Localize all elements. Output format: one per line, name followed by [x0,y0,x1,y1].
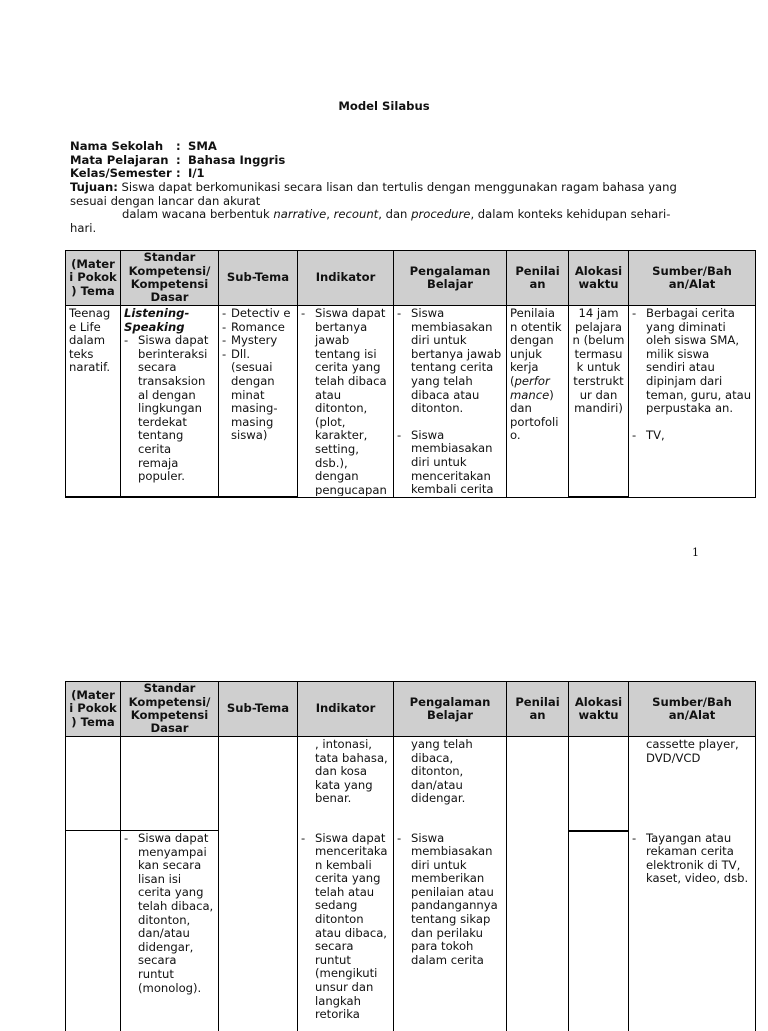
cell-subtema [219,831,298,1031]
header-sumber: Sumber/Bah an/Alat [629,682,756,737]
meta-value: Bahasa Inggris [188,153,286,167]
subtheme-item: Detectiv e [231,307,291,320]
subtheme-item: Mystery [231,333,278,348]
header-indikator: Indikator [298,682,394,737]
source-item: Berbagai cerita yang diminati oleh siswa SMA, milik siswa sendiri atau dipinjam dari teman, guru, atau perpustaka an. [646,307,752,416]
meta-label: Kelas/Semester [70,166,172,180]
header-standar: Standar Kompetensi/ Kompetensi Dasar [121,682,219,737]
header-sumber: Sumber/Bah an/Alat [629,251,756,306]
indicator-item: Siswa dapat menceritaka n kembali cerita yang telah atau sedang ditonton atau dibaca, secara runtut (mengikuti unsur dan langkah retorika [315,830,388,1022]
cell-indikator: - Siswa dapat bertanya jawab tentang isi cerita yang telah dibaca atau ditonton, (plot, karakter, setting, dsb.), dengan pengucapan [298,306,394,498]
cell-penilaian: Penilaia n otentik dengan unjuk kerja (perfor mance) dan portofoli o. [507,306,569,498]
cell-penilaian [507,831,569,1031]
cell-standar: Listening-Speaking - Siswa dapat berinteraksi secara transaksion al dengan lingkungan terdekat tentang cerita remaja populer. [121,306,219,498]
subtheme-item: Dll. (sesuai dengan minat masing-masing siswa) [231,346,278,443]
cell-sumber: - Berbagai cerita yang diminati oleh siswa SMA, milik siswa sendiri atau dipinjam dari teman, guru, atau perpustaka an. - TV, [629,306,756,498]
cell-alokasi [569,831,629,1031]
cell-materi: Teenag e Life dalam teks naratif. [66,306,121,498]
experience-item: Siswa membiasakan diri untuk menceritakan kembali cerita [411,427,494,496]
source-item: Tayangan atau rekaman cerita elektronik di TV, kaset, video, dsb. [646,830,749,886]
objective-line: dalam wacana berbentuk narrative, recount, dan procedure, dalam konteks kehidupan sehari- [122,207,671,222]
header-penilaian: Penilai an [507,682,569,737]
meta-separator: : [176,166,181,180]
source-continued: cassette player, DVD/VCD [646,737,739,765]
header-alokasi: Alokasi waktu [569,251,629,306]
cell-pengalaman [394,737,507,831]
competency-item: Siswa dapat berinteraksi secara transaksion al dengan lingkungan terdekat tentang cerita remaja populer. [138,333,209,484]
experience-item: Siswa membiasakan diri untuk memberikan penilaian atau pandangannya tentang sikap dan perilaku para tokoh dalam cerita [411,830,498,967]
cell-standar: - Siswa dapat menyampai kan secara lisan isi cerita yang telah dibaca, ditonton, dan/atau didengar, secara runtut (monolog). [121,831,219,1031]
cell-subtema [219,737,298,831]
experience-item: Siswa membiasakan diri untuk bertanya jawab tentang cerita yang telah dibaca atau ditonton. [411,307,502,416]
cell-subtema: - Detectiv e - Romance - Mystery - Dll. (sesuai dengan minat masing-masing siswa) [219,306,298,498]
meta-label: Nama Sekolah [70,139,164,153]
meta-label: Mata Pelajaran [70,153,169,167]
subtheme-item: Romance [231,319,285,334]
cell-alokasi [569,737,629,831]
objective-label: Tujuan: [70,180,118,194]
page-number: 1 [692,546,699,559]
header-standar: Standar Kompetensi/ Kompetensi Dasar [121,251,219,306]
objective-line: hari. [70,220,97,235]
cell-indikator: - Siswa dapat menceritaka n kembali cerita yang telah atau sedang ditonton atau dibaca, secara runtut (mengikuti unsur dan langkah retorika [298,831,394,1031]
meta-separator: : [176,153,181,167]
objective-line: Siswa dapat berkomunikasi secara lisan dan tertulis dengan menggunakan ragam bahasa yang [121,180,677,194]
header-penilaian: Penilai an [507,251,569,306]
header-pengalaman: Pengalaman Belajar [394,251,507,306]
cell-pengalaman: - Siswa membiasakan diri untuk bertanya jawab tentang cerita yang telah dibaca atau ditonton. - Siswa membiasakan diri untuk menceritakan kembali cerita [394,306,507,498]
meta-separator: : [176,139,181,153]
cell-indikator [298,737,394,831]
cell-materi [66,831,121,1031]
header-alokasi: Alokasi waktu [569,682,629,737]
header-pengalaman: Pengalaman Belajar [394,682,507,737]
cell-alokasi: 14 jam pelajara n (belum termasu k untuk terstrukt ur dan mandiri) [569,306,629,498]
meta-value: I/1 [188,166,205,180]
meta-value: SMA [188,139,217,153]
objective-line: sesuai dengan lancar dan akurat [70,193,261,208]
indicator-continued: , intonasi, tata bahasa, dan kosa kata yang benar. [315,737,388,806]
experience-continued: yang telah dibaca, ditonton, dan/atau didengar. [411,737,473,806]
source-item: TV, [646,427,665,442]
header-subtema: Sub-Tema [219,682,298,737]
objective [70,181,690,235]
cell-sumber: - Tayangan atau rekaman cerita elektronik di TV, kaset, video, dsb. [629,831,756,1031]
skill-heading: Listening-Speaking [124,307,190,334]
syllabus-table-page2 [65,681,756,1031]
competency-item: Siswa dapat menyampai kan secara lisan isi cerita yang telah dibaca, ditonton, dan/atau didengar, secara runtut (monolog). [138,831,214,995]
header-materi: (Mater i Pokok ) Tema [66,682,121,737]
cell-pengalaman: - Siswa membiasakan diri untuk memberikan penilaian atau pandangannya tentang sikap dan perilaku para tokoh dalam cerita [394,831,507,1031]
header-subtema: Sub-Tema [219,251,298,306]
header-materi: (Mater i Pokok ) Tema [66,251,121,306]
syllabus-table-page1 [65,250,756,498]
cell-penilaian [507,737,569,831]
header-indikator: Indikator [298,251,394,306]
cell-sumber [629,737,756,831]
indicator-item: Siswa dapat bertanya jawab tentang isi cerita yang telah dibaca atau ditonton, (plot, karakter, setting, dsb.), dengan pengucapan [315,307,387,496]
page-title: Model Silabus [338,99,430,113]
cell-materi [66,737,121,831]
cell-standar [121,737,219,831]
